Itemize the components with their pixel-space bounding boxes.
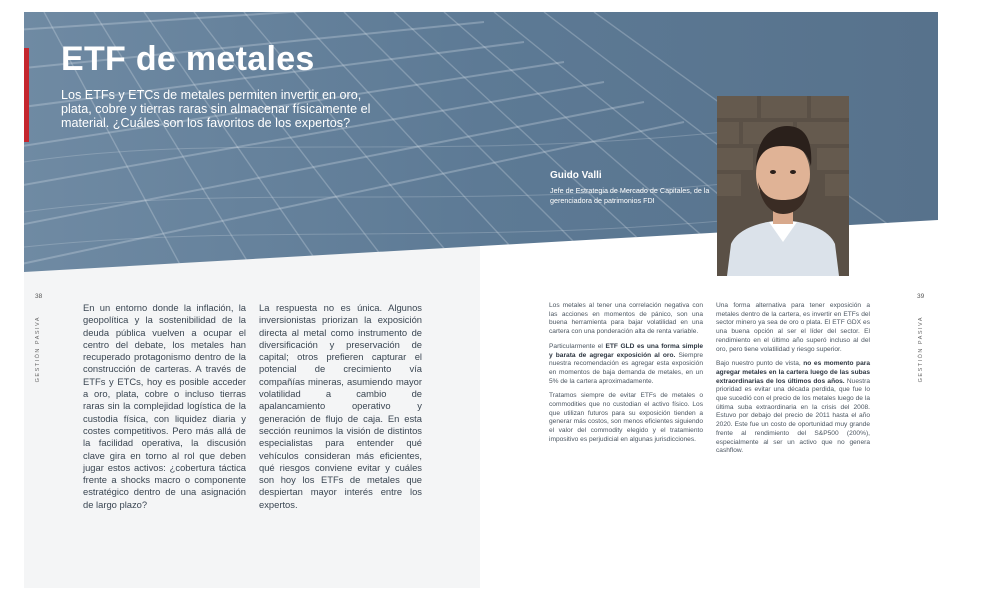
article-column-3 (549, 302, 703, 451)
column-4-paragraph-2: Bajo nuestro punto de vista, no es momento para agregar metales en la cartera luego de las subas extraordinarias de los últimos dos años. Nuestra prioridad es evitar una década perdida, que fue lo que sucedió con el precio de los metales luego de la última suba extraordinaria en la crisis del 2008. Estuvo por debajo del precio de 2011 hasta el año 2020. Este fue un costo de oportunidad muy grande frente al rendimiento del S&P500 (200%), especialmente al ser un activo que no genera cashflow. (716, 360, 871, 455)
column-3-paragraph-2: Particularmente el ETF GLD es una forma simple y barata de agregar exposición al oro. Siempre nuestra recomendación es agregar esta exposición en momentos de baja demanda de metales, en un 5% de la cartera aproximadamente. (549, 342, 703, 385)
article-title: ETF de metales (61, 40, 315, 78)
author-portrait (717, 96, 849, 276)
right-section-label: GESTIÓN PASIVA (918, 316, 924, 383)
column-3-paragraph-3: Tratamos siempre de evitar ETFs de metales o commodities que no custodian el activo físico. Los que utilizan futuros para su exposición tienden a generar más costos, son menos eficientes siguiendo el valor del commodity elegido y el tratamiento impositivo es perjudicial en algunas jurisdicciones. (549, 392, 703, 443)
article-column-2: La respuesta no es única. Algunos inversionistas priorizan la exposición directa al metal como instrumento de diversificación y preservación de capital; otros prefieren capturar el potencial de crecimiento vía compañías mineras, asumiendo mayor volatilidad a cambio de apalancamiento operativo y generación de flujo de caja. En esta sección reunimos la visión de distintos especialistas para entender qué vehículos consideran más eficientes, qué riesgos conviene evitar y cuáles son hoy los ETFs de metales que despiertan mayor interés entre los expertos. (259, 302, 422, 510)
author-name: Guido Valli (550, 170, 602, 181)
column-4-paragraph-1: Una forma alternativa para tener exposición a metales dentro de la cartera, es invertir en ETFs del sector minero ya sea de oro o plata. El ETF GDX es una buena opción al ser el líder del sector. El rendimiento en el último año superó incluso al del oro, pero tiene volatilidad y riesgo superior. (716, 302, 870, 353)
article-column-1: En un entorno donde la inflación, la geopolítica y la sostenibilidad de la deuda pública vuelven a ocupar el centro del debate, los metales han recuperado protagonismo dentro de la construcción de carteras. A través de ETFs y ETCs, hoy es posible acceder a oro, plata, cobre o incluso tierras raras sin la complejidad logística de la custodia física, con liquidez diaria y costes competitivos. Pero más allá de la facilidad operativa, la discusión clave gira en torno al rol que deben jugar estos activos: ¿cobertura táctica frente a shocks macro o componente estratégico dentro de una asignación de largo plazo? (83, 302, 246, 510)
article-subtitle: Los ETFs y ETCs de metales permiten invertir en oro, plata, cobre y tierras raras sin almacenar físicamente el material. ¿Cuáles son los favoritos de los expertos? (61, 88, 371, 130)
column-3-paragraph-1: Los metales al tener una correlación negativa con las acciones en momentos de pánico, son una buena herramienta para bajar volatilidad en una cartera con una ponderación alta de renta variable. (549, 302, 703, 336)
left-page-number: 38 (35, 293, 43, 300)
right-page-number: 39 (917, 293, 925, 300)
left-section-label: GESTIÓN PASIVA (35, 316, 41, 383)
magazine-spread (24, 12, 938, 588)
author-role: Jefe de Estrategia de Mercado de Capitales, de la gerenciadora de patrimonios FDI (550, 186, 710, 205)
article-column-4 (716, 302, 870, 462)
highlight-no-metals: no es momento para agregar metales en la cartera luego de las subas extraordinarias de los últimos dos años. (716, 360, 870, 385)
title-accent-bar (24, 48, 29, 142)
highlight-gld: ETF GLD es una forma simple y barata de agregar exposición al oro. (549, 342, 703, 359)
